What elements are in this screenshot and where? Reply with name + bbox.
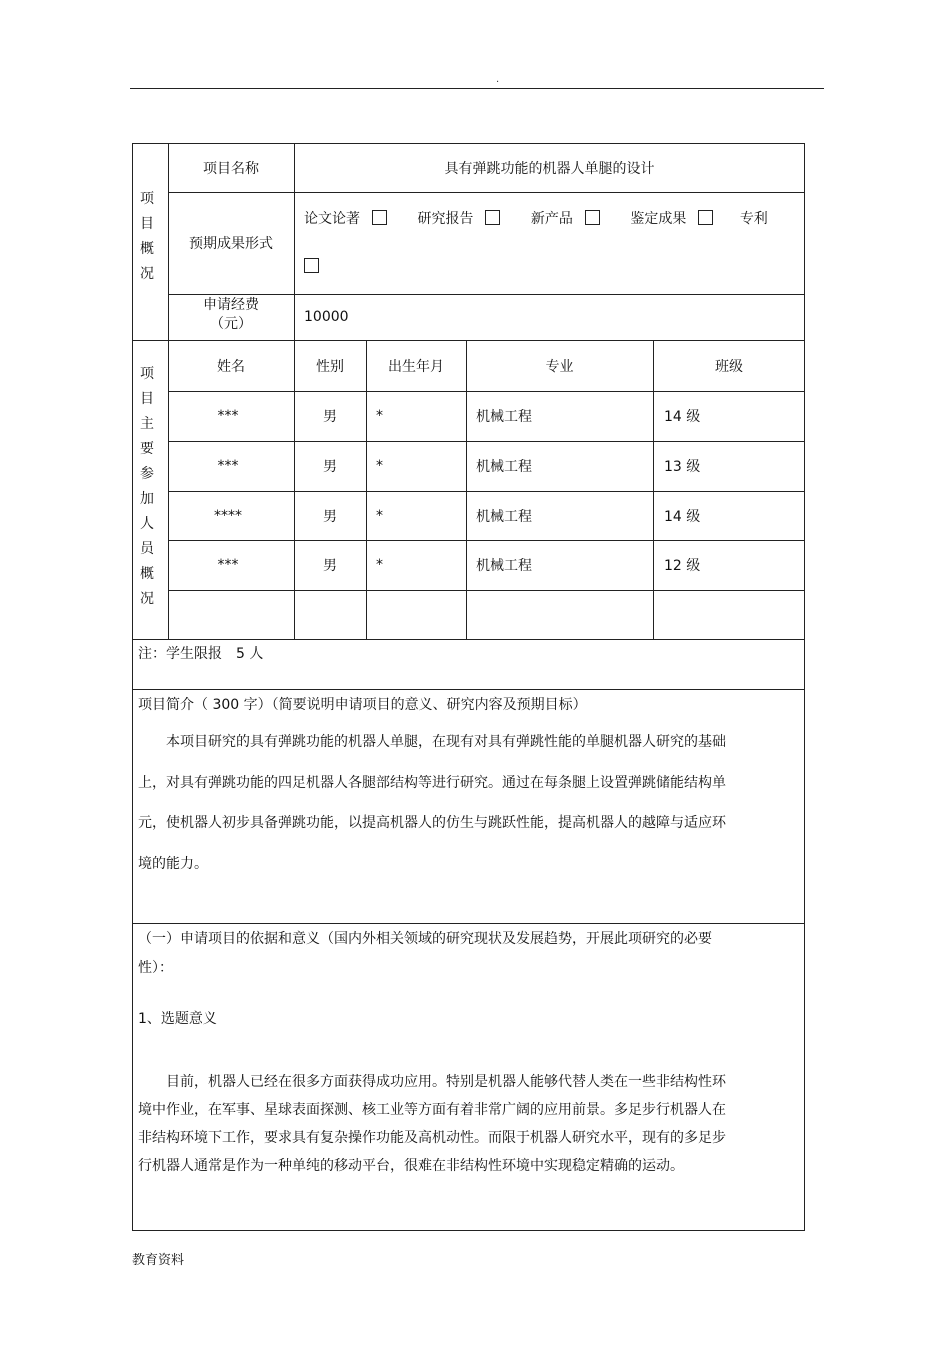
section-divider [132,689,805,690]
project-name-label: 项目名称 [203,160,259,177]
member-name: **** [214,507,242,524]
member-birth: * [376,408,383,424]
overview-section-label: 项 目 概 况 [140,191,154,282]
summary-title: 项目简介（ 300 字）（简要说明申请项目的意义、研究内容及预期目标） [138,697,587,713]
member-birth: * [376,507,383,524]
member-gender: 男 [323,558,337,574]
basis-body: 目前，机器人已经在很多方面获得成功应用。特别是机器人能够代替人类在一些非结构性环境中作业，在军事、星球表面探测、核工业等方面有着非常广阔的应用前景。多足步行机器人在非结构环境下工作，要求具有复杂操作功能及高机动性。而限于机器人研究水平，现有的多足步行机器人通常是作为一种单纯的移动平台，很难在非结构性环境中实现稳定精确的运动。 [138,1074,726,1174]
outcome-option-label: 专利 [739,211,768,227]
basis-subtitle: 1、选题意义 [138,1011,217,1027]
column-header-name: 姓名 [217,358,245,375]
member-major: 机械工程 [476,558,532,574]
outcome-checkbox[interactable] [585,210,600,225]
outcome-checkbox[interactable] [698,210,713,225]
outcome-option-label: 新产品 [530,211,573,227]
member-name: *** [217,458,239,474]
header-dot: . [496,74,500,85]
column-header-major: 专业 [545,358,574,375]
member-class: 14 级 [664,409,701,425]
row-divider [168,590,805,591]
project-name-value: 具有弹跳功能的机器人单腿的设计 [444,160,655,177]
outcome-checkbox[interactable] [372,210,387,225]
member-name: *** [217,557,239,573]
member-class: 14 级 [664,508,701,525]
member-birth: * [376,458,383,474]
member-major: 机械工程 [476,409,532,425]
section-divider [132,923,805,924]
member-gender: 男 [323,409,337,425]
funding-label: 申请经费 （元） [203,297,259,332]
members-section-label: 项 目 主 要 参 加 人 员 概 况 [140,366,154,607]
basis-title: （一）申请项目的依据和意义（国内外相关领域的研究现状及发展趋势，开展此项研究的必要性）： [138,931,712,976]
footer-label: 教育资料 [132,1253,185,1268]
member-name: *** [217,408,239,424]
member-birth: * [376,557,383,573]
member-class: 13 级 [664,459,701,475]
outcome-options [304,208,768,228]
summary-body: 本项目研究的具有弹跳功能的机器人单腿，在现有对具有弹跳性能的单腿机器人研究的基础上，对具有弹跳功能的四足机器人各腿部结构等进行研究。通过在每条腿上设置弹跳储能结构单元，使机器人初步具备弹跳功能，以提高机器人的仿生与跳跃性能，提高机器人的越障与适应环境的能力。 [138,734,726,872]
funding-value: 10000 [304,309,349,325]
outcome-option-label: 鉴定成果 [630,211,687,227]
member-major: 机械工程 [476,508,532,525]
member-limit-note: 注：学生限报 5 人 [138,646,264,662]
member-class: 12 级 [664,558,701,574]
member-gender: 男 [323,508,337,525]
column-header-birth: 出生年月 [388,358,444,375]
outcome-checkbox[interactable] [304,258,319,273]
outcome-form-label: 预期成果形式 [189,236,273,252]
outcome-option-label: 研究报告 [417,211,474,227]
header-rule [130,88,824,89]
column-header-gender: 性别 [316,358,344,375]
member-gender: 男 [323,459,337,475]
member-major: 机械工程 [476,459,532,475]
section-divider [132,639,805,640]
outcome-option-label: 论文论著 [304,211,360,227]
column-header-class: 班级 [715,358,743,375]
outcome-checkbox[interactable] [485,210,500,225]
